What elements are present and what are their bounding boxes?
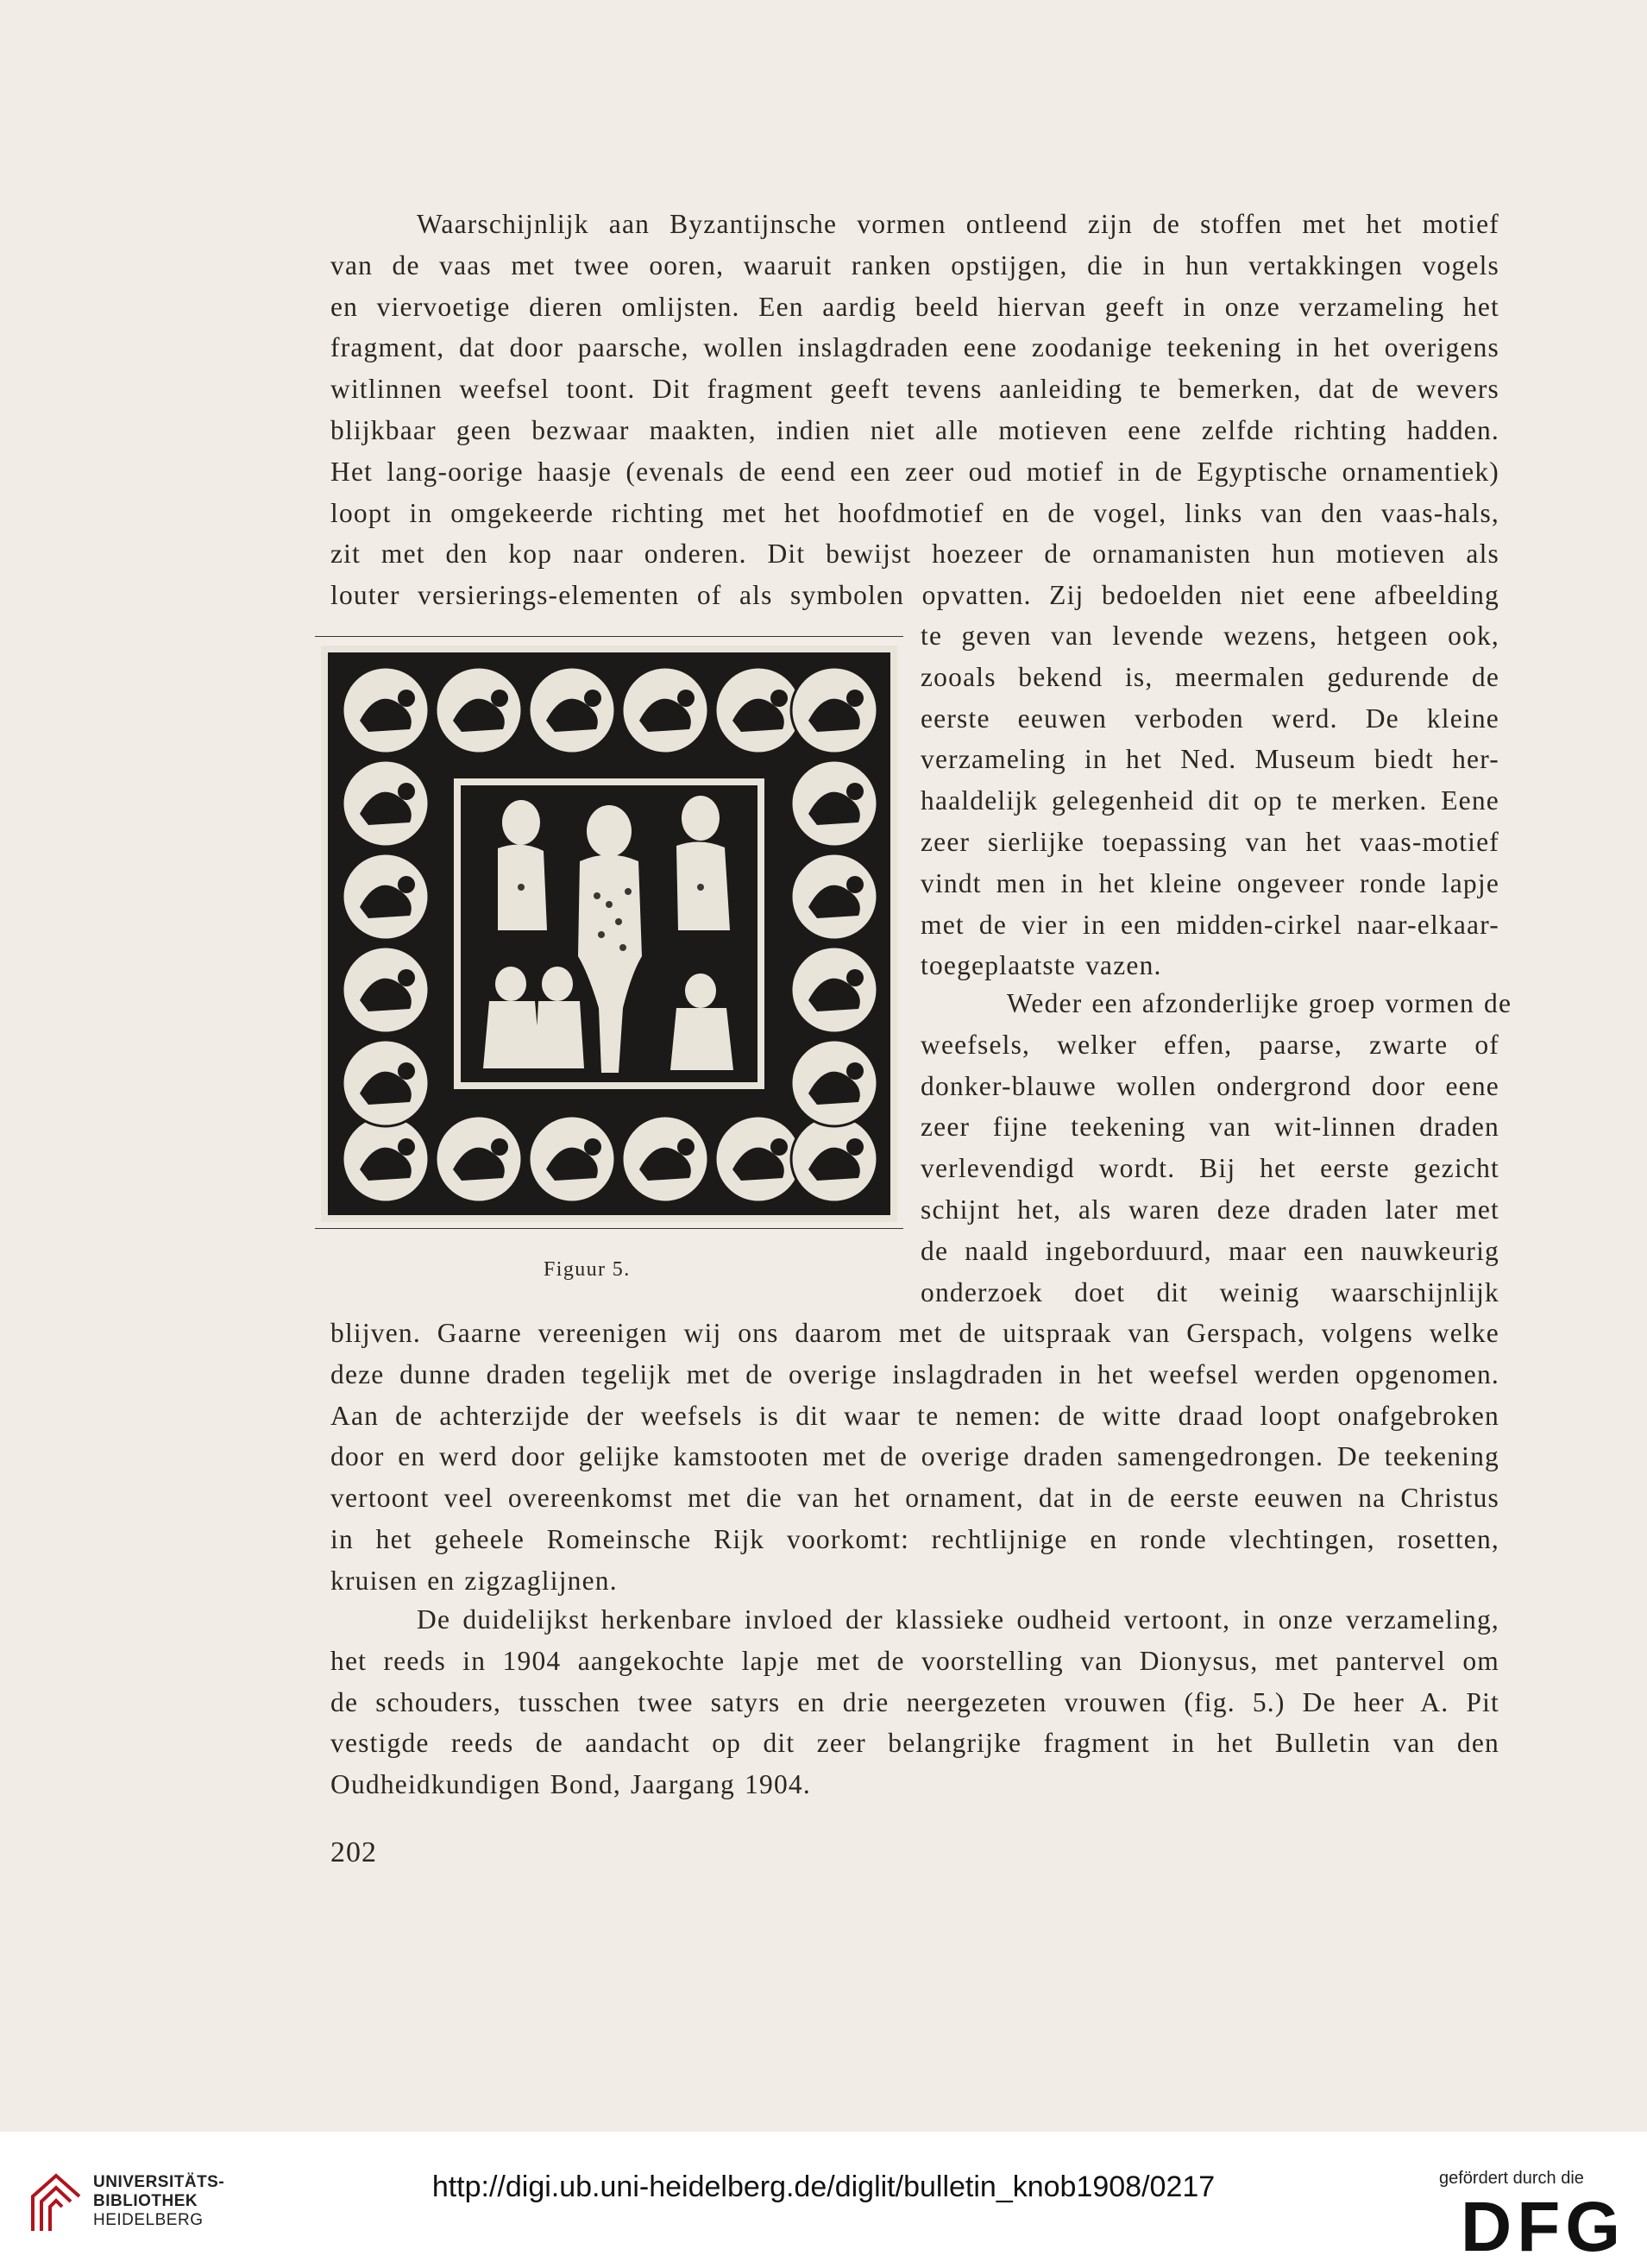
- text-line: fragment, dat door paarsche, wollen inslagdraden eene zoodanige teekening in het overigens: [330, 332, 1499, 363]
- library-line-2: BIBLIOTHEK: [93, 2192, 198, 2210]
- text-line: Oudheidkundigen Bond, Jaargang 1904.: [330, 1769, 811, 1800]
- text-line: de schouders, tusschen twee satyrs en drie neergezeten vrouwen (fig. 5.) De heer A. Pit: [330, 1686, 1499, 1717]
- text-line: Waarschijnlijk aan Byzantijnsche vormen ontleend zijn de stoffen met het motief: [417, 209, 1499, 239]
- text-line: toegeplaatste vazen.: [921, 950, 1162, 981]
- text-line: vestigde reeds de aandacht op dit zeer belangrijke fragment in het Bulletin van den: [330, 1728, 1499, 1759]
- text-line: door en werd door gelijke kamstooten met de overige draden samengedrongen. De teekening: [330, 1441, 1499, 1472]
- text-line: vindt men in het kleine ongeveer ronde lapje: [921, 867, 1499, 898]
- dfg-logo: DFG: [1461, 2188, 1626, 2266]
- text-line: zeer fijne teekening van wit-linnen draden: [921, 1112, 1499, 1143]
- text-line: verzameling in het Ned. Museum biedt her-: [921, 744, 1499, 775]
- text-line: kruisen en zigzaglijnen.: [330, 1565, 618, 1596]
- text-line: en viervoetige dieren omlijsten. Een aardig beeld hiervan geeft in onze verzameling het: [330, 291, 1499, 322]
- text-line: in het geheele Romeinsche Rijk voorkomt: rechtlijnige en ronde vlechtingen, rosetten,: [330, 1524, 1499, 1554]
- figure-caption: Figuur 5.: [544, 1258, 631, 1281]
- library-line-1: UNIVERSITÄTS-: [93, 2173, 225, 2191]
- text-line: verlevendigd wordt. Bij het eerste gezicht: [921, 1153, 1499, 1184]
- text-line: De duidelijkst herkenbare invloed der klassieke oudheid vertoont, in onze verzameling,: [417, 1604, 1499, 1635]
- library-line-3: HEIDELBERG: [93, 2211, 204, 2229]
- text-line: de naald ingeborduurd, maar een nauwkeurig: [921, 1235, 1499, 1266]
- text-line: witlinnen weefsel toont. Dit fragment geeft tevens aanleiding te bemerken, dat de wevers: [330, 374, 1499, 405]
- text-line: zooals bekend is, meermalen gedurende de: [921, 661, 1499, 692]
- text-line: vertoont veel overeenkomst met die van het ornament, dat in de eerste eeuwen na Christus: [330, 1483, 1499, 1514]
- text-line: met de vier in een midden-cirkel naar-elkaar-: [921, 909, 1499, 940]
- funding-caption: gefördert durch die: [1439, 2169, 1584, 2188]
- text-line: eerste eeuwen verboden werd. De kleine: [921, 702, 1499, 734]
- text-line: Weder een afzonderlijke groep vormen de: [1007, 988, 1512, 1018]
- text-line: zit met den kop naar onderen. Dit bewijst hoezeer de ornamanisten hun motieven als: [330, 539, 1499, 570]
- text-line: louter versierings-elementen of als symbolen opvatten. Zij bedoelden niet eene afbeelding: [330, 580, 1499, 611]
- text-line: blijkbaar geen bezwaar maakten, indien niet alle motieven eene zelfde richting hadden.: [330, 415, 1499, 445]
- text-line: te geven van levende wezens, hetgeen ook,: [921, 621, 1499, 651]
- text-line: van de vaas met twee ooren, waaruit ranken opstijgen, die in hun vertakkingen vogels: [330, 249, 1499, 280]
- source-url-link[interactable]: http://digi.ub.uni-heidelberg.de/diglit/bulletin_knob1908/0217: [431, 2170, 1216, 2203]
- text-line: schijnt het, als waren deze draden later met: [921, 1194, 1499, 1225]
- text-line: Het lang-oorige haasje (evenals de eend een zeer oud motief in de Egyptische ornamentiek): [330, 456, 1499, 487]
- text-line: deze dunne draden tegelijk met de overige inslagdraden in het weefsel werden opgenomen.: [330, 1358, 1499, 1389]
- text-line: blijven. Gaarne vereenigen wij ons daarom met de uitspraak van Gerspach, volgens welke: [330, 1318, 1499, 1348]
- text-line: zeer sierlijke toepassing van het vaas-motief: [921, 827, 1499, 857]
- text-line: donker-blauwe wollen ondergrond door eene: [921, 1070, 1499, 1101]
- textile-fragment-illustration: [321, 646, 897, 1222]
- text-line: het reeds in 1904 aangekochte lapje met de voorstelling van Dionysus, met pantervel om: [330, 1645, 1499, 1676]
- text-line: loopt in omgekeerde richting met het hoofdmotief en de vogel, links van den vaas-hals,: [330, 497, 1499, 528]
- page-number: 202: [330, 1836, 377, 1868]
- text-line: Aan de achterzijde der weefsels is dit waar te nemen: de witte draad loopt onafgebroken: [330, 1400, 1499, 1431]
- text-line: weefsels, welker effen, paarse, zwarte of: [921, 1029, 1499, 1060]
- text-line: onderzoek doet dit weinig waarschijnlijk: [921, 1276, 1499, 1307]
- text-line: haaldelijk gelegenheid dit op te merken. Eene: [921, 785, 1499, 816]
